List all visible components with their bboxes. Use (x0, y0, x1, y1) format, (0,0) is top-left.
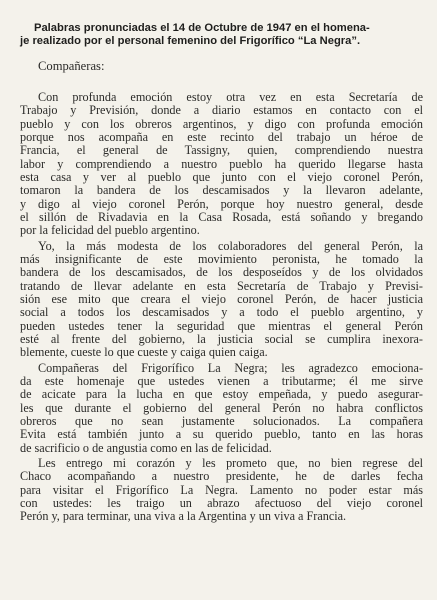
text-line: esté al frente del gobierno, la justicia social se cumplira inexora- (20, 332, 423, 346)
text-line: pueden ustedes tener la seguridad que mientras el general Perón (20, 318, 423, 333)
text-line: por la felicidad del pueblo argentino. (20, 223, 200, 238)
text-line: blemente, cueste lo que cueste y caiga quien caiga. (20, 345, 268, 360)
text-line: Con profunda emoción estoy otra vez en esta Secretaría de (38, 89, 423, 104)
text-line: Chaco acompañando a nuestro presidente, he de darles fecha (20, 469, 423, 484)
text-line: labor y comprendiendo a nuestro pueblo ha querido llegarse hasta (20, 156, 423, 171)
text-line: obreros que no sean justamente solucionados. La compañera (20, 414, 423, 429)
text-line: social a todos los descamisados y a todo el pueblo argentino, y (20, 305, 423, 320)
text-line: Les entrego mi corazón y les prometo que, no bien regrese del (38, 456, 423, 471)
paragraph (20, 362, 423, 455)
text-line: con ustedes: les traigo un abrazo afectuoso del viejo coronel (20, 496, 423, 511)
text-line: de sacrificio o de angustia como en las de felicidad. (20, 440, 272, 455)
text-line: tratando de llevar adelante en esta Secretaría de Trabajo y Previsi- (20, 278, 423, 293)
paragraph (20, 457, 423, 524)
text-line: Francia, el general de Tassigny, quien, comprendiendo nuestra (20, 143, 423, 158)
heading-line-2: je realizado por el personal femenino del Frigorífico “La Negra”. (20, 35, 361, 48)
text-line: Compañeras del Frigorífico La Negra; les agradezco emociona- (38, 360, 423, 375)
text-line: tomaron la bandera de los descamisados y la llevaron adelante, (20, 183, 423, 198)
paragraph (20, 91, 423, 238)
text-line: pueblo y con los obreros argentinos, y digo con profunda emoción (20, 116, 423, 131)
paragraph (20, 240, 423, 360)
text-line: más insignificante de este movimiento peronista, he tomado la (20, 251, 423, 266)
heading-line-1: Palabras pronunciadas el 14 de Octubre de 1947 en el homena- (34, 22, 370, 34)
text-line: Trabajo y Previsión, donde a diario estamos en contacto con el (20, 103, 423, 118)
text-line: esta casa y ver al pueblo que junto con el viejo coronel Perón, (20, 169, 423, 184)
speech-heading (20, 22, 423, 49)
speech-body (20, 91, 423, 524)
salutation: Compañeras: (38, 58, 105, 73)
text-line: bandera de los descamisados, de los desposeídos y de los olvidados (20, 265, 423, 280)
text-line: Evita está también junto a su querido pueblo, tanto en las horas (20, 427, 423, 442)
text-line: para visitar el Frigorífico La Negra. Lamento no poder estar más (20, 482, 423, 497)
text-line: les que durante el gobierno del general Perón no habra conflictos (20, 400, 423, 415)
text-line: de acicate para la lucha en que estoy empeñada, y puedo asegurar- (20, 387, 423, 402)
text-line: el sillón de Rivadavia en la Casa Rosada, está soñando y bregando (20, 209, 423, 224)
text-line: porque nos acompaña en este recinto del trabajo un héroe de (20, 129, 423, 144)
text-line: da este homenaje que ustedes vienen a tributarme; él me sirve (20, 374, 423, 389)
text-line: sión ese mito que creara el viejo coronel Perón, de hacer justicia (20, 291, 423, 306)
text-line: y digo al viejo coronel Perón, porque hoy nuestro general, desde (20, 196, 423, 211)
text-line: Yo, la más modesta de los colaboradores del general Perón, la (38, 238, 423, 253)
text-line: Perón y, para terminar, una viva a la Argentina y un viva a Francia. (20, 509, 347, 524)
